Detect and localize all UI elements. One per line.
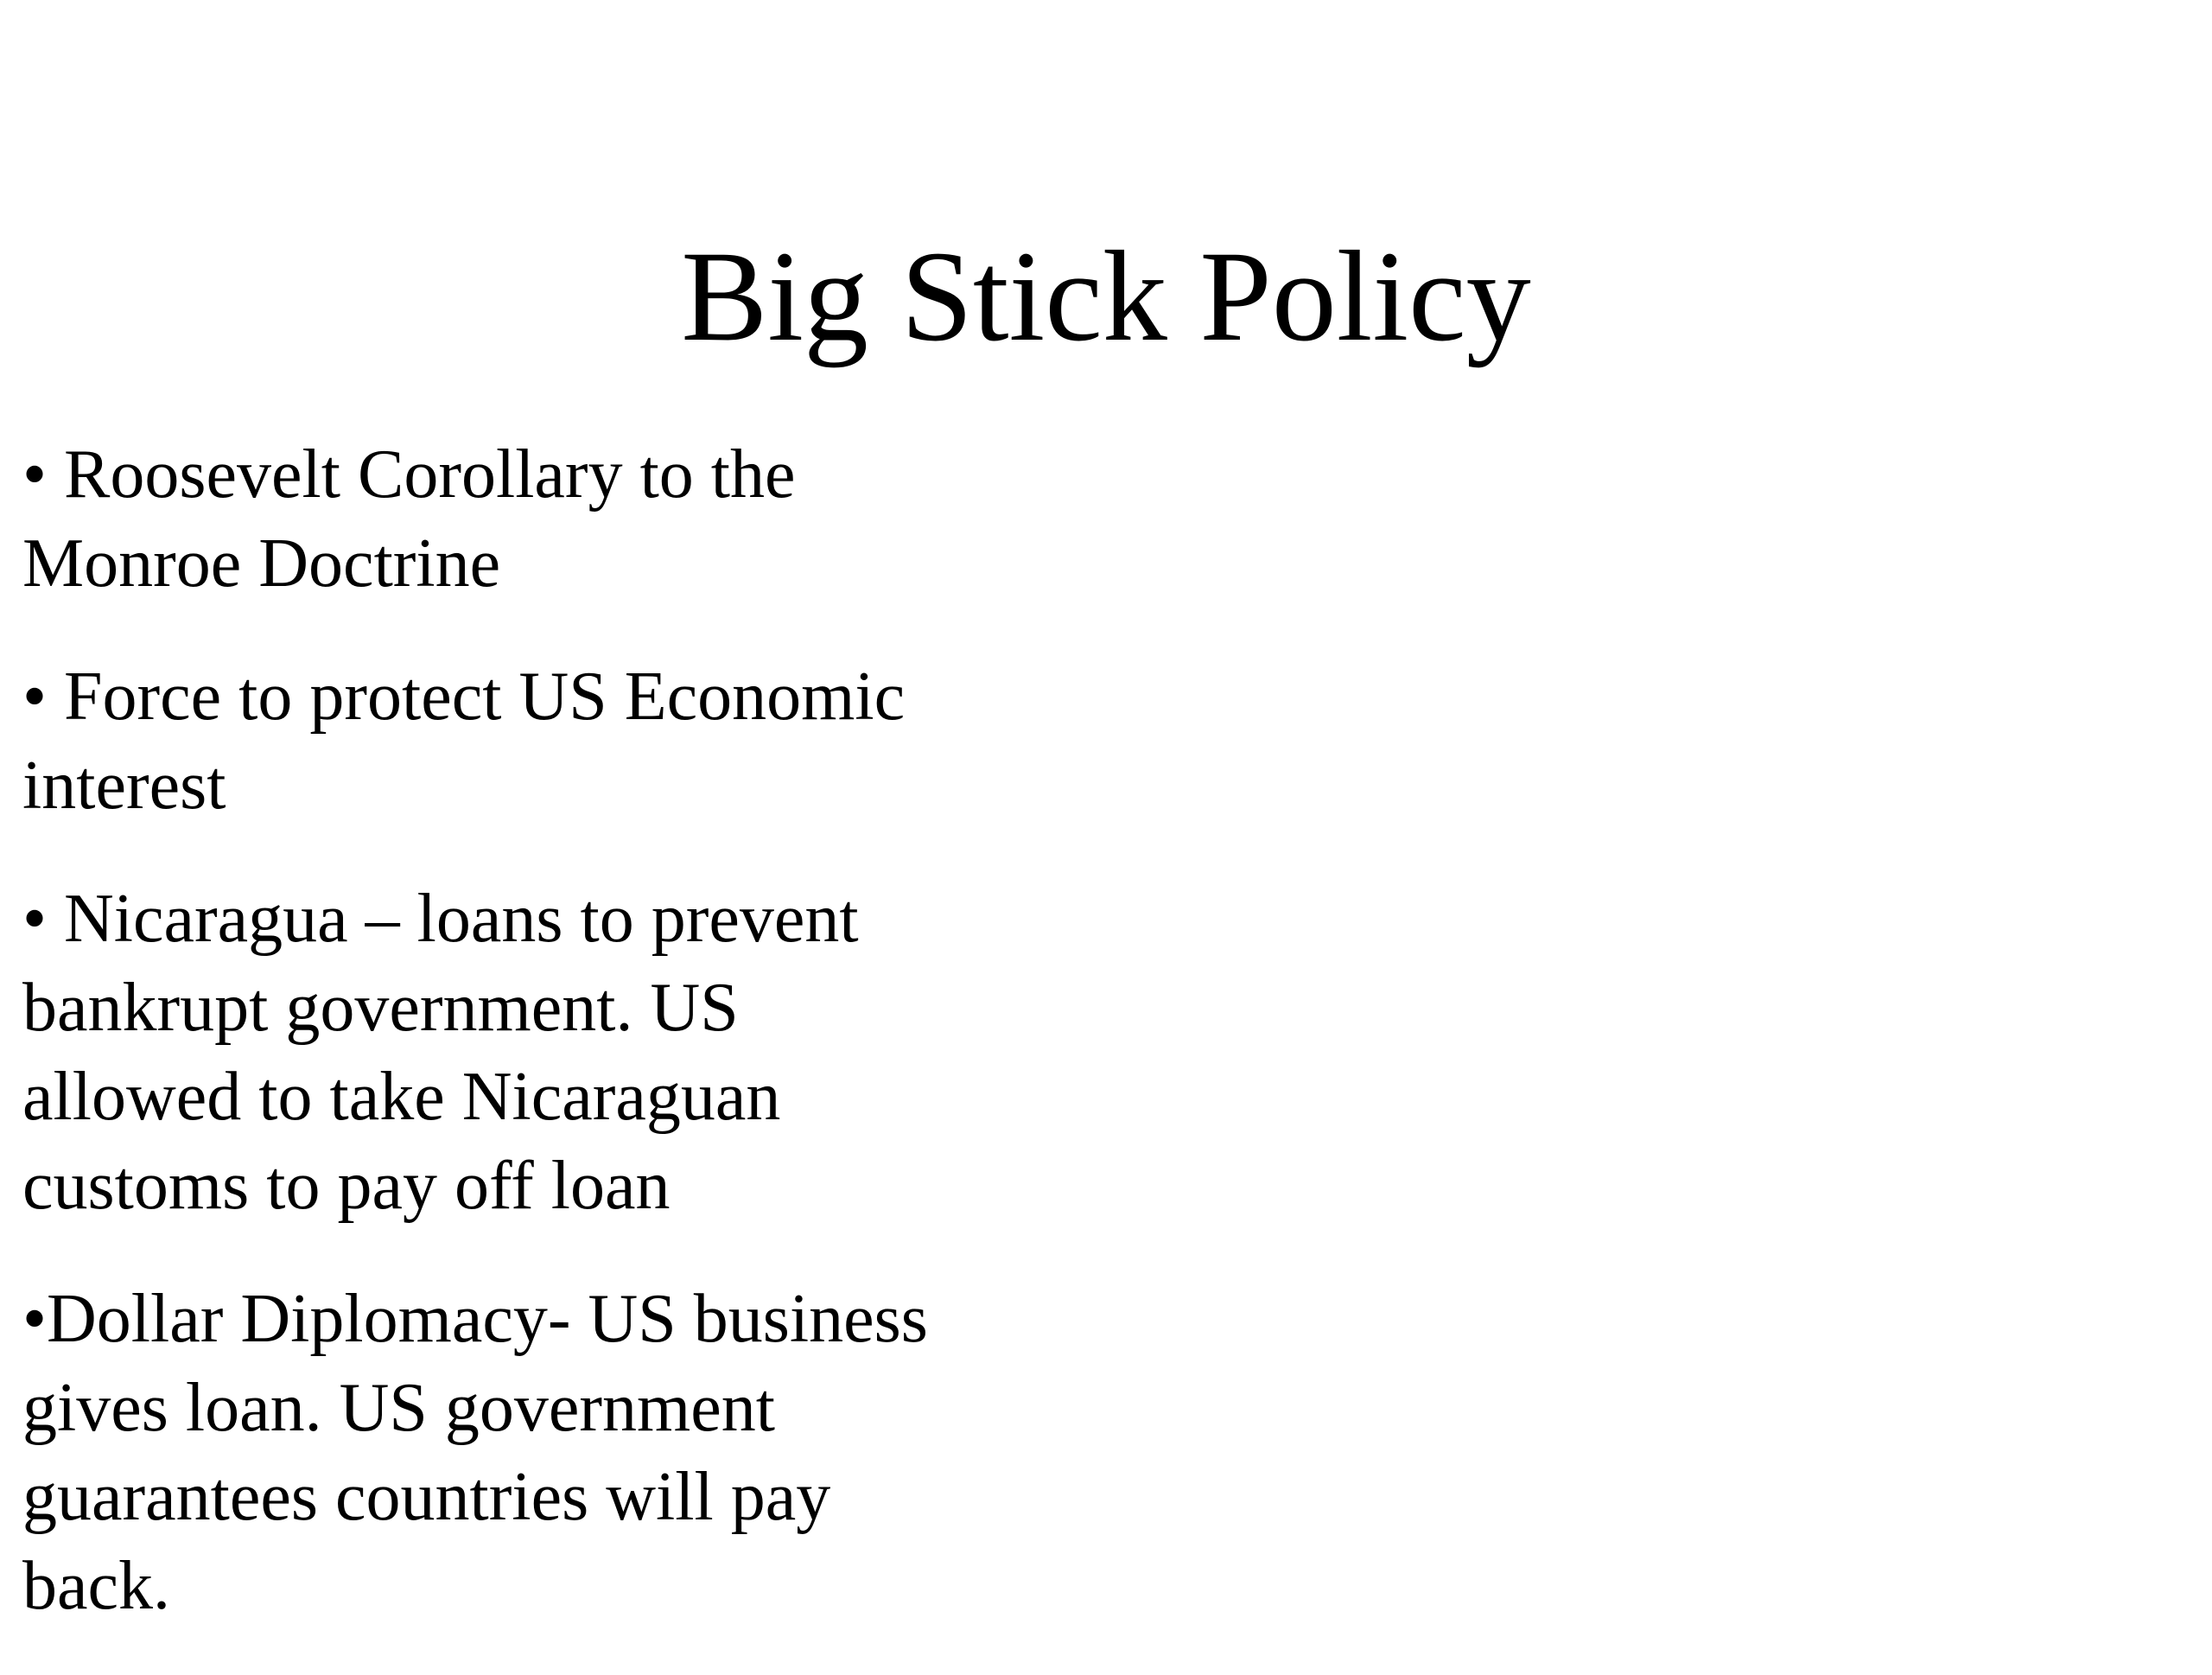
- bullet-line: customs to pay off loan: [22, 1148, 671, 1224]
- bullet-roosevelt-corollary: [22, 430, 1042, 608]
- bullet-list: [22, 430, 1042, 1675]
- bullet-line: interest: [22, 748, 226, 824]
- bullet-line: back.: [22, 1548, 171, 1624]
- bullet-dollar-diplomacy: [22, 1275, 1042, 1631]
- bullet-force-economic-interest: [22, 653, 1042, 831]
- bullet-line: • Roosevelt Corollary to the: [22, 436, 796, 513]
- bullet-line: gives loan. US government: [22, 1370, 775, 1446]
- bullet-line: bankrupt government. US: [22, 970, 739, 1046]
- bullet-line: allowed to take Nicaraguan: [22, 1059, 781, 1135]
- bullet-line: Monroe Doctrine: [22, 525, 501, 602]
- bullet-nicaragua-loans: [22, 875, 1042, 1231]
- bullet-line: • Nicaragua – loans to prevent: [22, 881, 859, 957]
- bullet-line: • Force to protect US Economic: [22, 659, 906, 735]
- bullet-line: guarantees countries will pay: [22, 1459, 831, 1535]
- bullet-line: •Dollar Diplomacy- US business: [22, 1281, 928, 1357]
- slide-title: Big Stick Policy: [681, 225, 1531, 368]
